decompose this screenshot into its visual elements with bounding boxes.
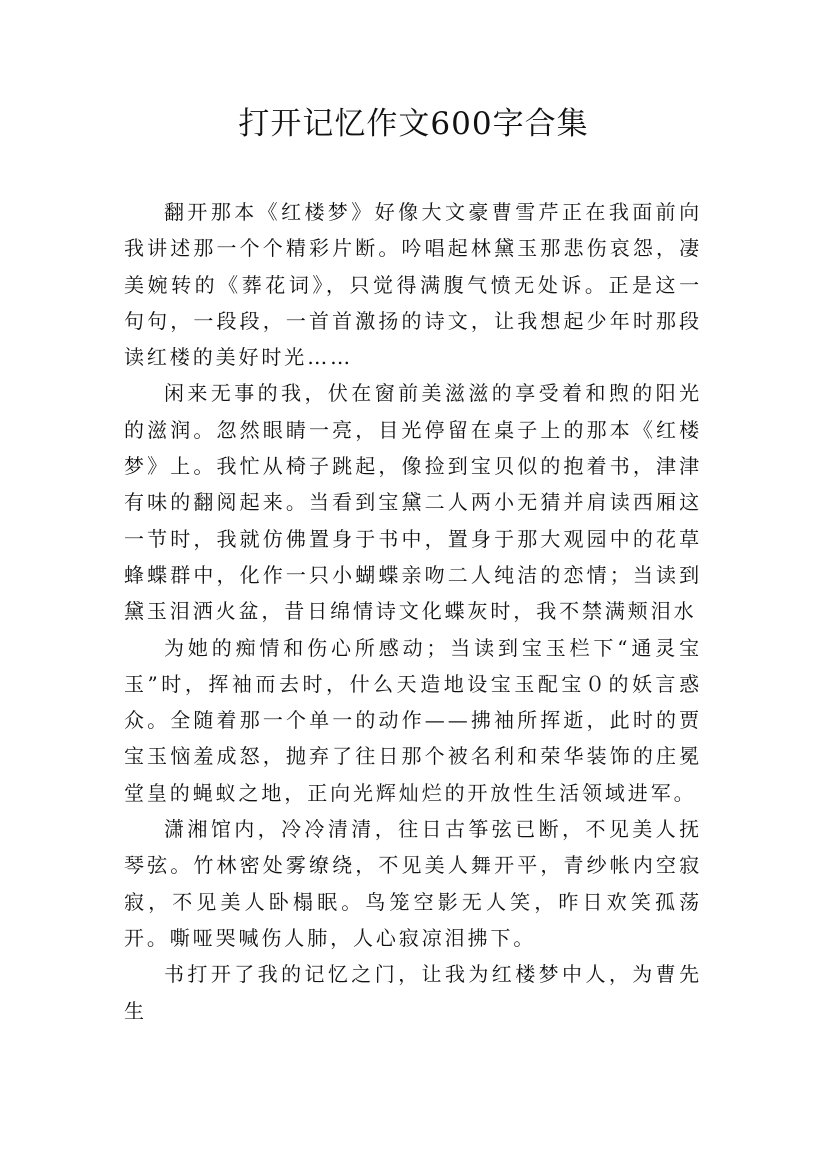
paragraph: 潇湘馆内，冷冷清清，往日古筝弦已断，不见美人抚琴弦。竹林密处雾缭绕，不见美人舞开平，青纱帐内空寂寂，不见美人卧榻眠。鸟笼空影无人笑，昨日欢笑孤荡开。嘶哑哭喊伤人肺，人心寂凉泪拂下。 bbox=[124, 817, 702, 950]
document-title: 打开记忆作文600字合集 bbox=[238, 106, 589, 142]
document-body bbox=[124, 194, 702, 1029]
paragraph: 书打开了我的记忆之门，让我为红楼梦中人，为曹先生 bbox=[124, 962, 702, 1023]
paragraph: 翻开那本《红楼梦》好像大文豪曹雪芹正在我面前向我讲述那一个个精彩片断。吟唱起林黛玉那悲伤哀怨，凄美婉转的《葬花词》，只觉得满腹气愤无处诉。正是这一句句，一段段，一首首激扬的诗文，让我想起少年时那段读红楼的美好时光…… bbox=[124, 200, 702, 370]
paragraph: 闲来无事的我，伏在窗前美滋滋的享受着和煦的阳光的滋润。忽然眼睛一亮，目光停留在桌子上的那本《红楼梦》上。我忙从椅子跳起，像捡到宝贝似的抱着书，津津有味的翻阅起来。当看到宝黛二人两小无猜并肩读西厢这一节时，我就仿佛置身于书中，置身于那大观园中的花草蜂蝶群中，化作一只小蝴蝶亲吻二人纯洁的恋情；当读到黛玉泪洒火盆，昔日绵情诗文化蝶灰时，我不禁满颊泪水 bbox=[124, 381, 702, 624]
paragraph: 为她的痴情和伤心所感动；当读到宝玉栏下“通灵宝玉”时，挥袖而去时，什么天造地设宝玉配宝０的妖言惑众。全随着那一个单一的动作——拂袖所挥逝，此时的贾宝玉恼羞成怒，抛弃了往日那个被名利和荣华装饰的庄冕堂皇的蝇蚁之地，正向光辉灿烂的开放性生活领域进军。 bbox=[124, 635, 702, 805]
